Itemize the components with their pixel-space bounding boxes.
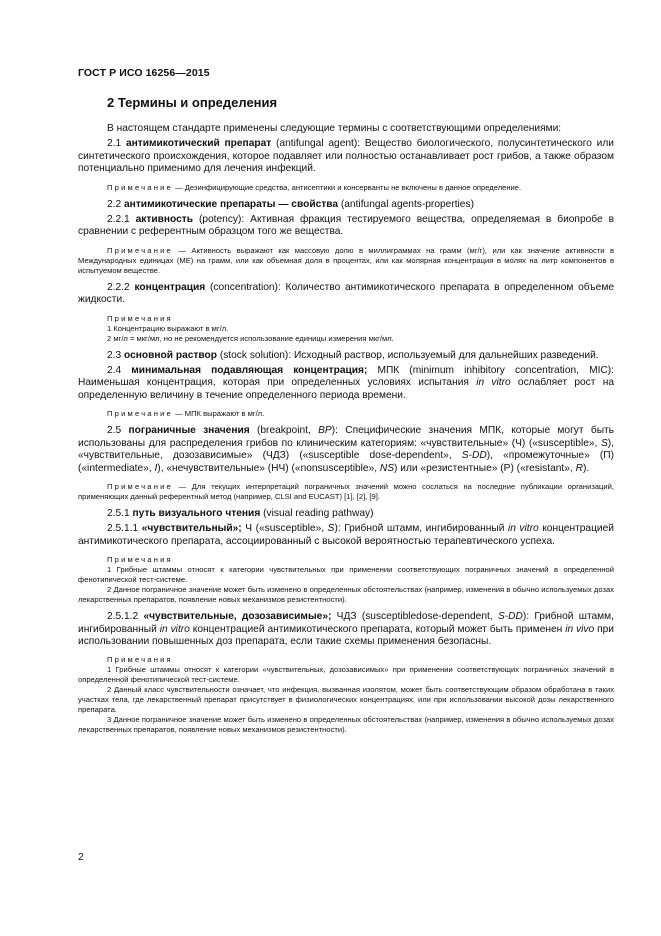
term-name: «чувствительные, дозозависимые»; xyxy=(143,611,332,623)
document-body xyxy=(78,123,614,741)
note-item: 2 Данный класс чувствительности означает, что инфекция, вызванная изолятом, может быть соответствующим образом обработана в таких участках тела, где лекарственный препарат присутствует в физиологических концентрациях, или при использовании высокой дозы лекарственного препарата. xyxy=(78,685,614,715)
note-2-5: Примечание — Для текущих интерпретаций пограничных значений можно сослаться на последние публикации организаций, применяющих данный референтный метод (например, CLSI and EUCAST) [1], [2], [9]. xyxy=(78,481,614,501)
note-2-1: Примечание — Дезинфицирующие средства, антисептики и консерванты не включены в данное определение. xyxy=(107,182,522,192)
term-name: основной раствор xyxy=(124,349,217,361)
term-2-3: 2.3 основной раствор (stock solution): Исходный раствор, используемый для дальнейших разведений. xyxy=(107,349,599,361)
term-2-2-1: 2.2.1 активность (potency): Активная фракция тестируемого вещества, определяемая в биопробе в сравнении с референтным образцом того же вещества. xyxy=(78,214,614,238)
term-name: пограничные значения xyxy=(128,425,250,437)
term-2-2: 2.2 антимикотические препараты — свойства (antifungal agents-properties) xyxy=(107,198,474,210)
term-2-5-1: 2.5.1 путь визуального чтения (visual reading pathway) xyxy=(107,507,374,519)
term-2-4: 2.4 минимальная подавляющая концентрация; МПК (minimum inhibitory concentration, MIC): Наименьшая концентрация, которая при определенных условиях испытания in vitro ослабляет рост на определенную величину в течение определенного периода времени. xyxy=(78,365,614,401)
notes-label-2-5-1-2: Примечания xyxy=(107,655,173,665)
note-item: 1 Грибные штаммы относят к категории чувствительных при применении соответствующих пограничных значений в определенной фенотипической тест-системе. xyxy=(78,565,614,585)
note-2-2-1: Примечание — Активность выражают как массовую долю в миллиграммах на грамм (мг/г), или как значение активности в Международных единицах (МЕ) на грамм, или как объемная доля в процентах, или как молярная концентрация в молях на литр компонентов в испытуемом веществе. xyxy=(78,245,614,275)
notes-label-2-5-1-1: Примечания xyxy=(107,555,173,565)
term-name: минимальная подавляющая концентрация; xyxy=(131,365,368,377)
term-2-5-1-2: 2.5.1.2 «чувствительные, дозозависимые»; ЧДЗ (susceptibledose-dependent, S-DD): Грибной штамм, ингибированный in vitro концентрацией антимикотического препарата, который может быть применен in vivo при использовании повышенных доз препарата, если такие схемы применения безопасны. xyxy=(78,611,614,647)
term-name: активность xyxy=(135,214,194,226)
note-label: Примечание xyxy=(107,182,173,192)
term-name: антимикотический препарат xyxy=(125,138,272,150)
note-item: 2 Данное пограничное значение может быть изменено в определенных обстоятельствах (например, изменения в обычно используемых дозах лекарственных препаратов, появление новых механизмов резистентности). xyxy=(78,585,614,605)
term-2-5-1-1: 2.5.1.1 «чувствительный»; Ч («susceptible», S): Грибной штамм, ингибированный in vitro концентрацией антимикотического препарата, ассоциированный с высокой вероятностью терапевтического успеха. xyxy=(78,523,614,547)
section-title: 2 Термины и определения xyxy=(107,95,278,110)
note-2-4: Примечание — МПК выражают в мг/л. xyxy=(107,409,265,419)
term-name: «чувствительный»; xyxy=(141,523,242,535)
note-label: Примечание xyxy=(107,245,173,255)
note-label: Примечание xyxy=(107,409,173,419)
note-item: 2 мг/л = мкг/мл, но не рекомендуется использование единицы измерения мкг/мл. xyxy=(107,333,394,343)
term-name: путь визуального чтения xyxy=(132,507,261,519)
term-name: концентрация xyxy=(134,281,206,293)
term-name: антимикотические препараты — свойства xyxy=(124,198,339,210)
note-item: 1 Концентрацию выражают в мг/л. xyxy=(107,323,229,333)
note-label: Примечание xyxy=(107,481,173,491)
term-2-2-2: 2.2.2 концентрация (concentration): Количество антимикотического препарата в определенном объеме жидкости. xyxy=(78,281,614,306)
page-number: 2 xyxy=(78,851,84,863)
term-2-5: 2.5 пограничные значения (breakpoint, BP): Специфические значения МПК, которые могут быть использованы для распределения грибов по клиническим категориям: «чувствительные» (Ч) («susceptible», S), «чувствительные, дозозависимые» (ЧДЗ) («susceptible dose-dependent», S-DD), «промежуточные» (П) («intermediate», I), «нечувствительные» (НЧ) («nonsusceptible», NS) или «резистентные» (Р) («resistant», R). xyxy=(78,425,614,474)
intro-paragraph: В настоящем стандарте применены следующие термины с соответствующими определениями: xyxy=(107,123,562,134)
term-2-1: 2.1 антимикотический препарат (antifungal agent): Вещество биологического, полусинтетического или синтетического происхождения, которое подавляет или полностью останавливает рост грибов, а также образом потенциально применимо для лечения инфекций. xyxy=(78,138,614,175)
notes-label-2-2-2: Примечания xyxy=(107,313,173,323)
note-item: 1 Грибные штаммы относят к категории «чувствительных, дозозависимых» при применении соответствующих пограничных значений в определенной фенотипической тест-системе. xyxy=(78,665,614,685)
note-item: 3 Данное пограничное значение может быть изменено в определенных обстоятельствах (например, изменения в обычно используемых дозах лекарственных препаратов, появление новых механизмов резистентности). xyxy=(78,715,614,735)
standard-header: ГОСТ Р ИСО 16256—2015 xyxy=(78,67,210,79)
